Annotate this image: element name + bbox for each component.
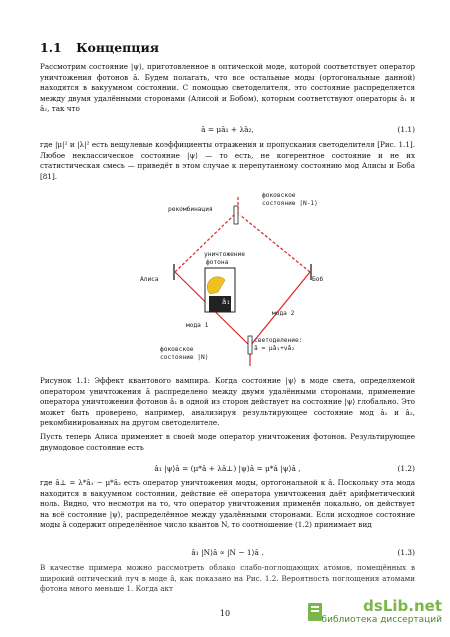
section-number: 1.1 <box>40 40 62 55</box>
equation-body: â₁ |ψ⟩â = (μ*â + λâ⊥) |ψ⟩â = μ*â |ψ⟩â , <box>154 464 301 473</box>
label-recombination: рекомбинация <box>168 206 213 213</box>
watermark-subtitle: библиотека диссертаций <box>321 615 442 625</box>
label-mode1: мода 1 <box>186 322 209 329</box>
section-title: Концепция <box>76 40 160 55</box>
recombination-splitter <box>234 206 238 224</box>
beam-bob-recombine <box>240 215 310 272</box>
section-heading <box>40 40 159 55</box>
label-fock-top-2: состояние |N-1⟩ <box>262 200 318 207</box>
watermark-logo: dsLib.net <box>363 597 442 615</box>
paragraph-1: Рассмотрим состояние |ψ⟩, приготовленное в оптической моде, которой соответствует оператор уничтожения фотонов â. Будем полагать, что все остальные моды (ортогональные данной) находятся в вакуумном состоянии. С помощью светоделителя, это состояние распределяется между двумя удалёнными сторонами (Алисой и Бобом), которым соответствуют операторы â₁ и â₂, так что <box>40 62 415 114</box>
label-alice: Алиса <box>140 276 159 283</box>
equation-body: â = μâ₁ + λâ₂, <box>201 125 254 134</box>
label-fock-bottom-2: состояние |N⟩ <box>160 354 209 361</box>
page-number: 10 <box>219 609 231 618</box>
paragraph-5: В качестве примера можно рассмотреть облако слабо-поглощающих атомов, помещённых в широкий оптический луч в моде â, как показано на Рис. 1.2. Вероятность поглощения атомами фотона много меньше 1. Когда акт <box>40 563 415 594</box>
figure-quantum-vampire <box>130 192 350 366</box>
label-annihilation-1: уничтожение <box>204 251 245 258</box>
equation-1-1 <box>40 125 415 136</box>
label-bob: Боб <box>312 276 324 283</box>
label-fock-bottom-1: фоковское <box>160 346 194 353</box>
label-fock-top-1: фоковское <box>262 192 296 199</box>
label-mode2: мода 2 <box>272 310 295 317</box>
equation-number: (1.1) <box>397 125 415 134</box>
label-splitter-1: светоделение: <box>254 337 303 344</box>
label-splitter-2: â = μâ₁+νâ₂ <box>254 345 295 352</box>
beam-mode2 <box>250 272 310 346</box>
watermark <box>306 597 446 633</box>
equation-1-2 <box>40 464 415 475</box>
figure-caption: Рисунок 1.1: Эффект квантового вампира. Когда состояние |ψ⟩ в моде света, определяемой оператором уничтожения â распределено между двумя удалёнными сторонами, применение оператора уничтожения фотонов â₁ в одной из сторон действует на состояние |ψ⟩ глобально. Это может быть проверено, например, анализируя результирующее состояние мод â₁ и â₂, рекомбинированных на другом светоделителе. <box>40 376 415 428</box>
paragraph-4: где â⊥ = λ*â₁ − μ*â₂ есть оператор уничтожения моды, ортогональной к â. Поскольку эта мода находится в вакуумном состоянии, действие её оператора уничтожения даёт арифметический ноль. Видно, что несмотря на то, что оператор уничтожения применён локально, он действует на всё состояние |ψ⟩, распределённое между удалёнными сторонами. Если исходное состояние моды â содержит определённое число квантов N, то соотношение (1.2) принимает вид <box>40 478 415 530</box>
equation-body: â₁ |N⟩â ∝ |N − 1⟩â . <box>191 548 264 557</box>
label-operator: â₁ <box>222 298 231 306</box>
paragraph-2: где |μ|² и |λ|² есть вещулевые коэффициенты отражения и пропускания светоделителя [Рис. 1.1]. Любое неклассическое состояние |ψ⟩ — то есть, не когерентное состояние и не их статистическая смесь — приведёт в этом случае к перепутанному состоянию мод Алисы и Боба [81]. <box>40 140 415 181</box>
paragraph-3: Пусть теперь Алиса применяет в своей моде оператор уничтожения фотонов. Результирующее двумодовое состояние есть <box>40 432 415 452</box>
equation-number: (1.3) <box>397 548 415 557</box>
equation-number: (1.2) <box>397 464 415 473</box>
input-splitter <box>248 336 252 354</box>
equation-1-3 <box>40 548 415 559</box>
label-annihilation-2: фотона <box>206 259 229 266</box>
